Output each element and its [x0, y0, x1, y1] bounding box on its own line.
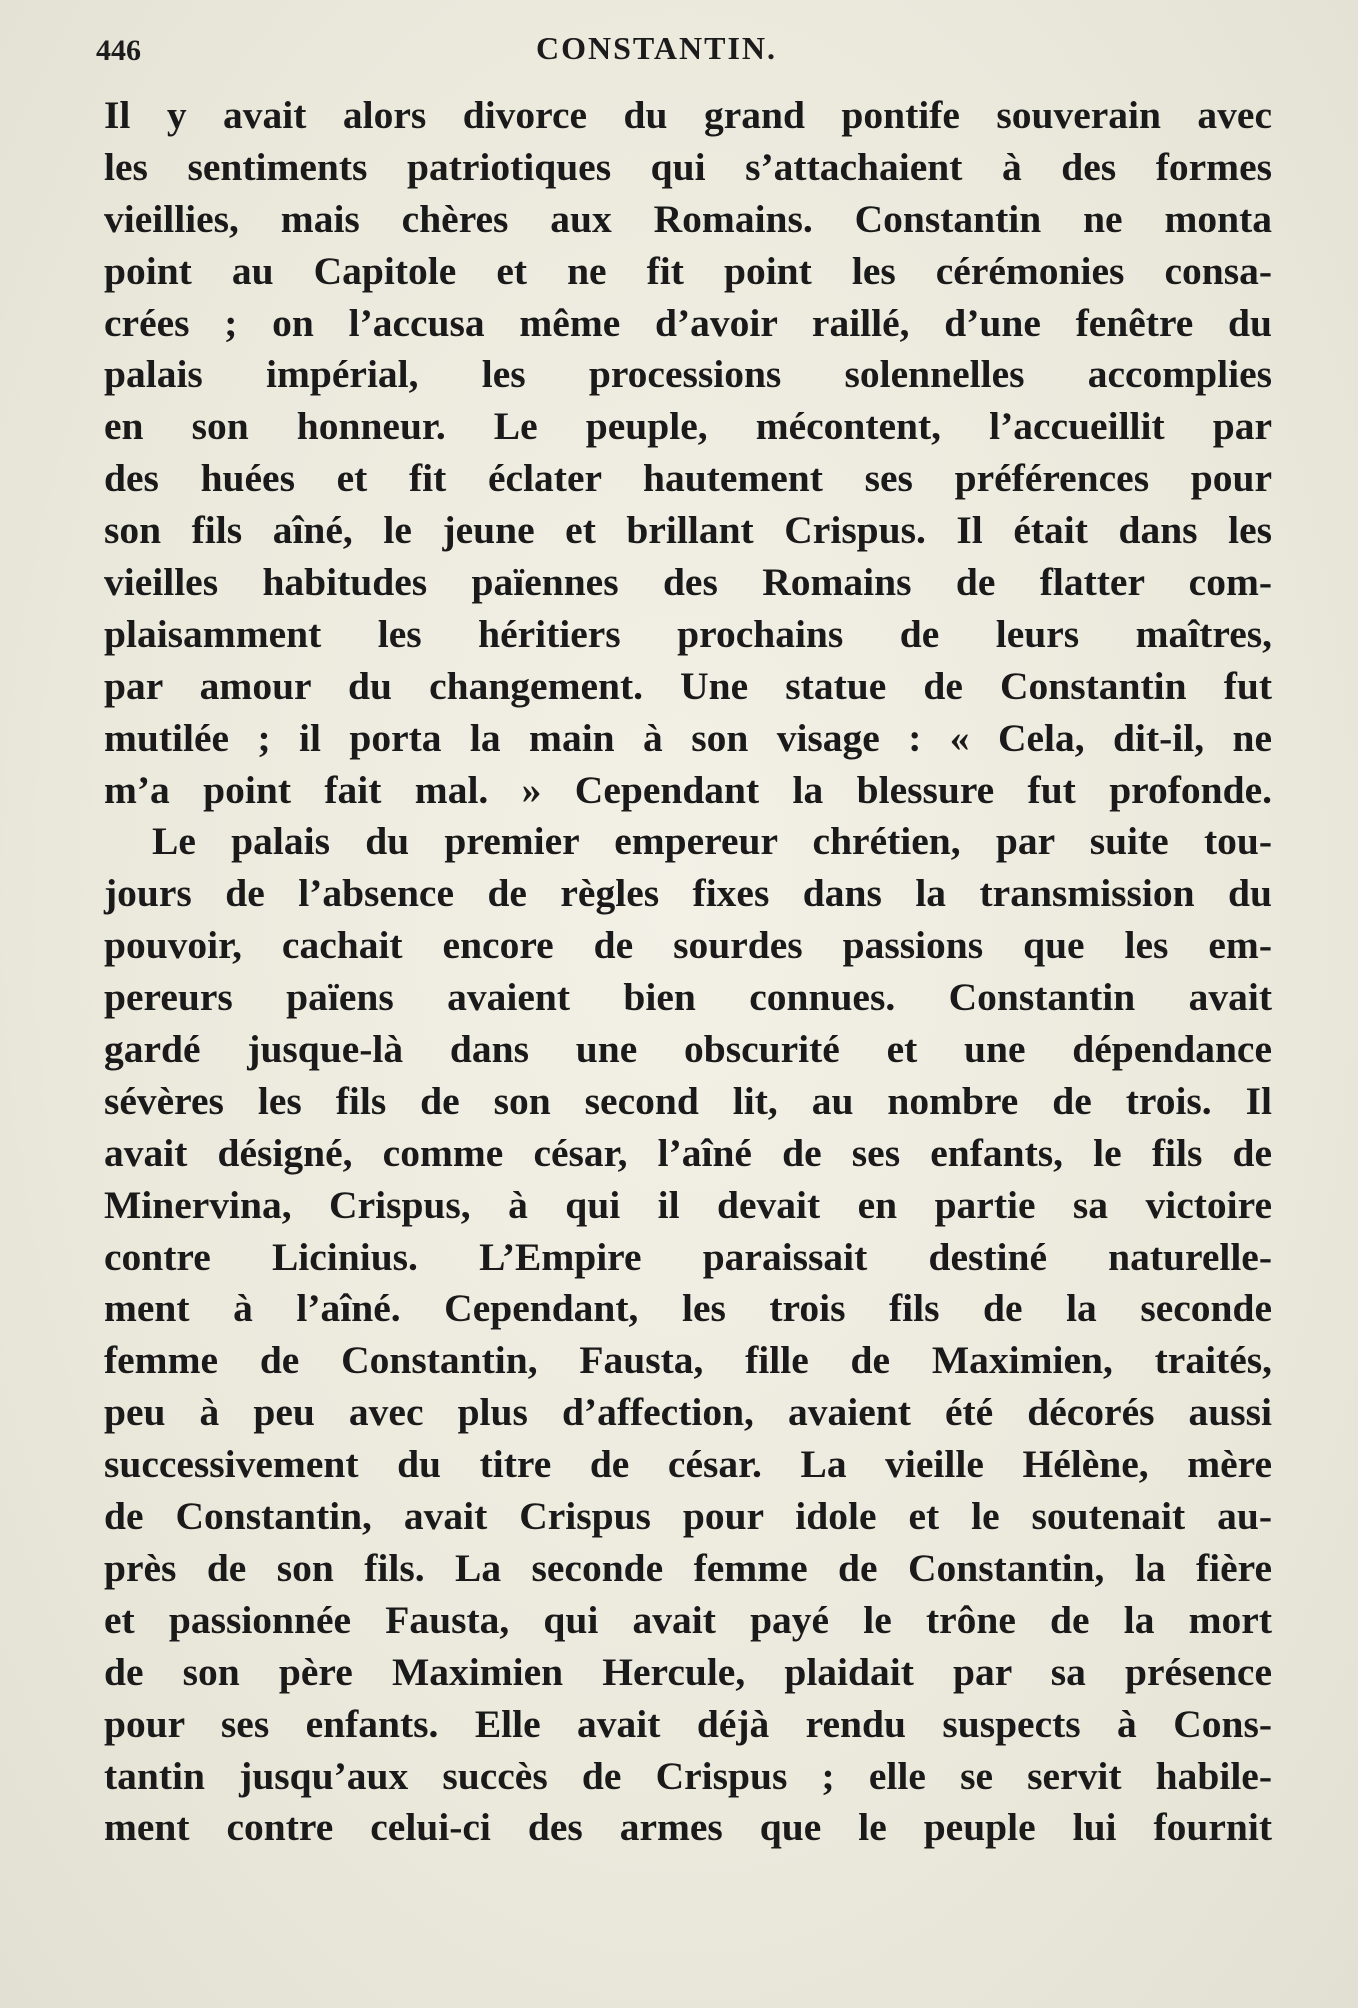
text-line: mutilée ; il porta la main à son visage : « Cela, dit-il, ne — [104, 715, 1272, 760]
text-line: les sentiments patriotiques qui s’attachaient à des formes — [104, 144, 1272, 189]
text-line: jours de l’absence de règles fixes dans la transmission du — [104, 871, 1272, 916]
text-line: par amour du changement. Une statue de Constantin fut — [104, 663, 1272, 708]
text-line: vieilles habitudes païennes des Romains de flatter com- — [104, 560, 1272, 605]
text-line: avait désigné, comme césar, l’aîné de ses enfants, le fils de — [104, 1130, 1272, 1175]
text-line: palais impérial, les processions solennelles accomplies — [104, 352, 1272, 397]
text-line: sévères les fils de son second lit, au nombre de trois. Il — [104, 1078, 1272, 1123]
text-line: près de son fils. La seconde femme de Constantin, la fière — [104, 1545, 1272, 1590]
text-line: pour ses enfants. Elle avait déjà rendu suspects à Cons- — [104, 1701, 1272, 1746]
text-line: de son père Maximien Hercule, plaidait par sa présence — [104, 1649, 1272, 1694]
page-header — [96, 26, 1276, 76]
text-line: peu à peu avec plus d’affection, avaient été décorés aussi — [104, 1390, 1272, 1435]
text-line: tantin jusqu’aux succès de Crispus ; elle se servit habile- — [104, 1753, 1272, 1798]
text-line: de Constantin, avait Crispus pour idole et le soutenait au- — [104, 1494, 1272, 1539]
text-line: des huées et fit éclater hautement ses préférences pour — [104, 456, 1272, 501]
text-line: contre Licinius. L’Empire paraissait destiné naturelle- — [104, 1234, 1272, 1279]
text-line: crées ; on l’accusa même d’avoir raillé, d’une fenêtre du — [104, 300, 1272, 345]
text-line: ment à l’aîné. Cependant, les trois fils de la seconde — [104, 1286, 1272, 1331]
text-line: et passionnée Fausta, qui avait payé le trône de la mort — [104, 1597, 1272, 1642]
text-line: pereurs païens avaient bien connues. Constantin avait — [104, 975, 1272, 1020]
text-line: femme de Constantin, Fausta, fille de Maximien, traités, — [104, 1338, 1272, 1383]
paragraph-1 — [104, 90, 1272, 816]
text-line: gardé jusque-là dans une obscurité et une dépendance — [104, 1027, 1272, 1072]
text-line: plaisamment les héritiers prochains de leurs maîtres, — [104, 611, 1272, 656]
text-line: Il y avait alors divorce du grand pontife souverain avec — [104, 93, 1272, 137]
text-line: vieillies, mais chères aux Romains. Constantin ne monta — [104, 196, 1272, 241]
text-line: successivement du titre de césar. La vieille Hélène, mère — [104, 1442, 1272, 1487]
text-line: son fils aîné, le jeune et brillant Crispus. Il était dans les — [104, 508, 1272, 553]
text-line: m’a point fait mal. » Cependant la blessure fut profonde. — [104, 767, 1272, 812]
text-line: point au Capitole et ne fit point les cérémonies consa- — [104, 248, 1272, 293]
running-head: CONSTANTIN. — [536, 30, 777, 66]
text-line: en son honneur. Le peuple, mécontent, l’accueillit par — [104, 404, 1272, 449]
paragraph-2 — [104, 816, 1272, 1854]
text-line: ment contre celui-ci des armes que le peuple lui fournit — [104, 1805, 1272, 1850]
text-line: pouvoir, cachait encore de sourdes passions que les em- — [104, 923, 1272, 968]
body-text — [104, 90, 1272, 1854]
text-line: Minervina, Crispus, à qui il devait en partie sa victoire — [104, 1182, 1272, 1227]
page-number: 446 — [96, 34, 141, 67]
text-line: Le palais du premier empereur chrétien, par suite tou- — [152, 819, 1272, 864]
